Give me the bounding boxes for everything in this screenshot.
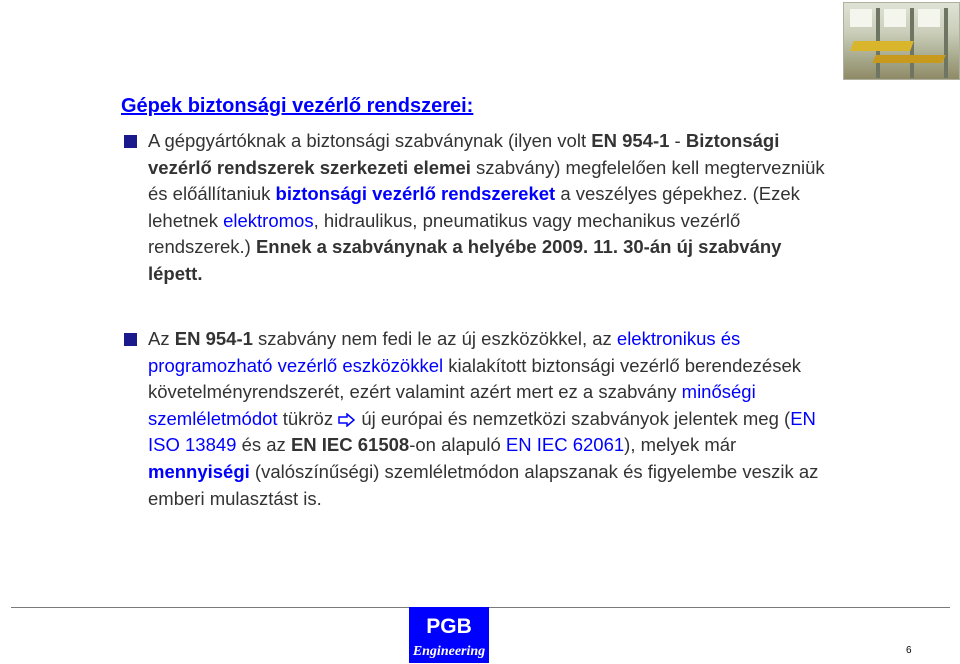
text-run: és az <box>236 434 291 456</box>
page-title: Gépek biztonsági vezérlő rendszerei: <box>121 95 474 117</box>
standard-ref: EN IEC 62061 <box>505 434 625 456</box>
highlight-term: minőségi szemléletmódot <box>148 381 756 429</box>
text-run: -on alapuló <box>409 434 506 456</box>
highlight-term: elektromos <box>223 209 314 231</box>
text-run: kialakított biztonsági vezérlő berendezések követelményrendszerét, ezért valamint azért mert ez a szabvány <box>148 354 801 403</box>
bullet-paragraph-1 <box>148 128 838 288</box>
emphasis-text: Ennek a szabványnak a helyébe 2009. 11. 30-án új szabvány lépett. <box>148 236 782 284</box>
bullet-square-icon <box>124 135 137 148</box>
text-run: szabvány nem fedi le az új eszközökkel, az <box>252 328 617 349</box>
text-run: A gépgyártóknak a biztonsági szabványnak (ilyen volt <box>148 130 592 151</box>
text-run: a veszélyes gépekhez. (Ezek lehetnek <box>148 183 800 231</box>
highlight-term: elektronikus és programozható vezérlő eszközökkel <box>148 328 741 376</box>
standard-title: Biztonsági vezérlő rendszerek szerkezeti elemei <box>148 130 780 178</box>
text-run: , hidraulikus, pneumatikus vagy mechanikus vezérlő rendszerek.) <box>148 209 741 258</box>
bullet-square-icon <box>124 333 137 346</box>
highlight-term: biztonsági vezérlő rendszereket <box>275 183 556 205</box>
text-run: szabvány) megfelelően kell megtervezniük és előállítaniuk <box>148 156 825 205</box>
text-run: (valószínűségi) szemléletmódon alapszanak és figyelembe veszik az emberi mulasztást is. <box>148 460 819 509</box>
pgb-engineering-logo <box>409 607 489 663</box>
text-run: ), melyek már <box>624 434 737 456</box>
text-run: új európai és nemzetközi szabványok jelentek meg ( <box>356 407 791 429</box>
bullet-paragraph-2 <box>148 326 838 512</box>
standard-ref: EN 954-1 <box>591 130 670 151</box>
logo-subtext: Engineering <box>412 644 486 659</box>
logo-text: PGB <box>426 615 472 638</box>
text-run: - <box>669 130 686 151</box>
text-run: Az <box>148 328 175 349</box>
page-number: 6 <box>906 645 912 656</box>
text-run: tükröz <box>277 407 339 429</box>
standard-ref: EN 954-1 <box>174 328 253 349</box>
standard-ref: EN IEC 61508 <box>290 434 410 456</box>
highlight-term: mennyiségi <box>148 460 250 482</box>
arrow-right-icon <box>338 413 356 427</box>
factory-photo-icon <box>843 2 960 80</box>
standard-ref: EN ISO 13849 <box>148 407 816 456</box>
